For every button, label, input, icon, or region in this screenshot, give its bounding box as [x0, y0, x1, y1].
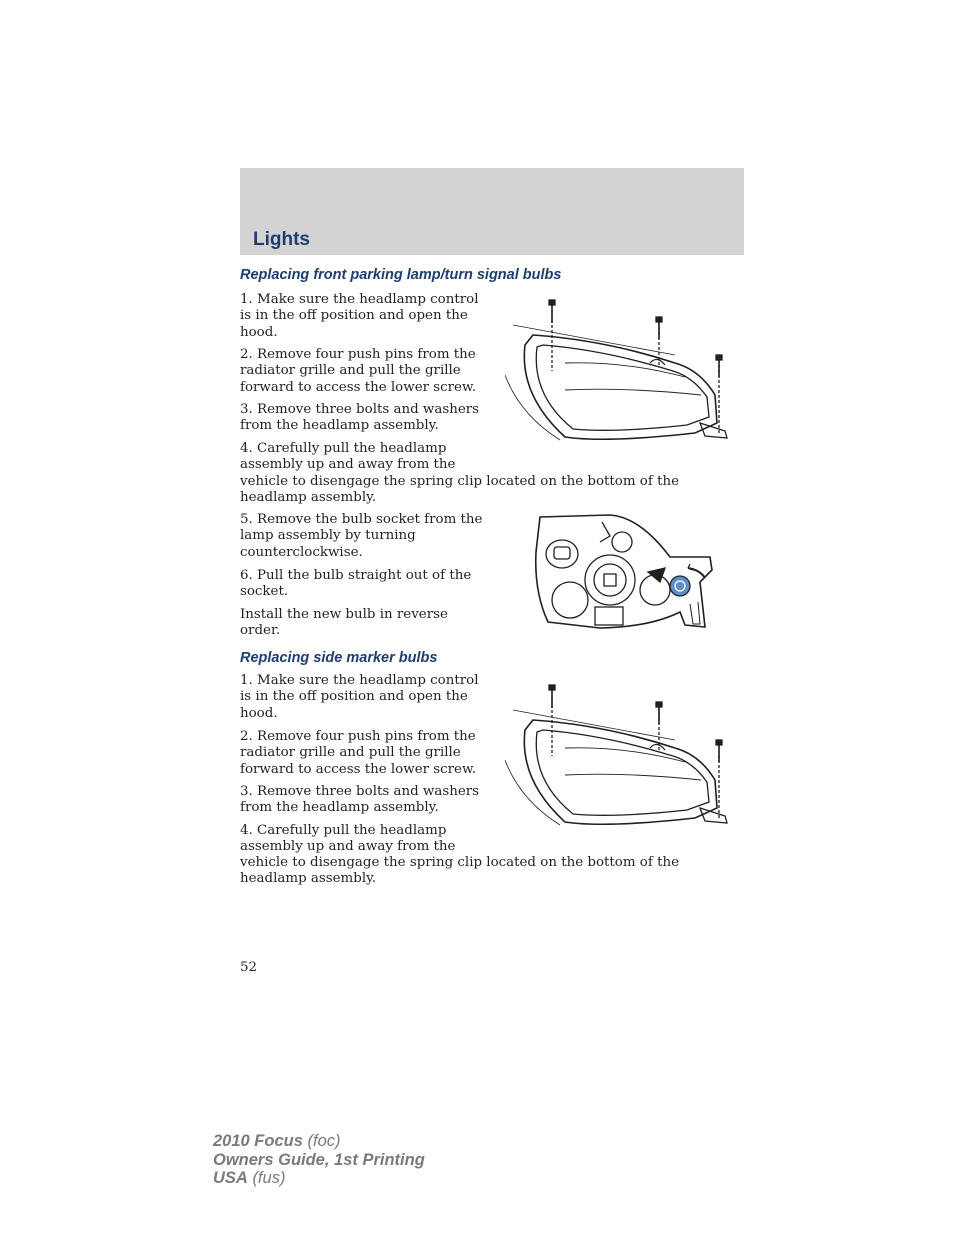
footer-region: USA — [213, 1169, 248, 1187]
marker-step-3: 3. Remove three bolts and washers from the headlamp assembly. — [240, 784, 480, 816]
marker-step-4: 4. Carefully pull the headlamp assembly up and away from the — [240, 823, 456, 855]
step-4: 4. Carefully pull the headlamp assembly up and away from the — [240, 441, 456, 473]
step-4-continued: vehicle to disengage the spring clip located on the bottom of the headlamp assembly. — [240, 474, 680, 506]
marker-step-4-continued: vehicle to disengage the spring clip located on the bottom of the headlamp assembly. — [240, 855, 680, 887]
document-footer — [213, 1132, 425, 1188]
marker-step-1: 1. Make sure the headlamp control is in the off position and open the hood. — [240, 673, 479, 721]
footer-guide: Owners Guide, 1st Printing — [213, 1150, 425, 1169]
install-note: Install the new bulb in reverse order. — [240, 607, 448, 639]
section-header-band — [240, 168, 744, 255]
footer-model: 2010 Focus — [213, 1132, 303, 1150]
step-1: 1. Make sure the headlamp control is in the off position and open the hood. — [240, 292, 479, 340]
footer-region-code: (fus) — [252, 1169, 286, 1187]
marker-step-2: 2. Remove four push pins from the radiator grille and pull the grille forward to access the lower screw. — [240, 729, 477, 777]
headlamp-bolts-illustration — [505, 295, 740, 450]
page-number: 52 — [240, 960, 258, 975]
bulb-socket-illustration — [530, 512, 720, 634]
step-6: 6. Pull the bulb straight out of the socket. — [240, 568, 472, 600]
section-title: Lights — [253, 229, 310, 250]
step-3: 3. Remove three bolts and washers from the headlamp assembly. — [240, 402, 480, 434]
heading-parking-lamp: Replacing front parking lamp/turn signal bulbs — [240, 267, 562, 283]
step-5: 5. Remove the bulb socket from the lamp assembly by turning counterclockwise. — [240, 512, 483, 560]
heading-side-marker: Replacing side marker bulbs — [240, 650, 438, 666]
step-2: 2. Remove four push pins from the radiator grille and pull the grille forward to access the lower screw. — [240, 347, 477, 395]
footer-model-code: (foc) — [307, 1132, 341, 1150]
side-marker-bolts-illustration — [505, 680, 740, 835]
